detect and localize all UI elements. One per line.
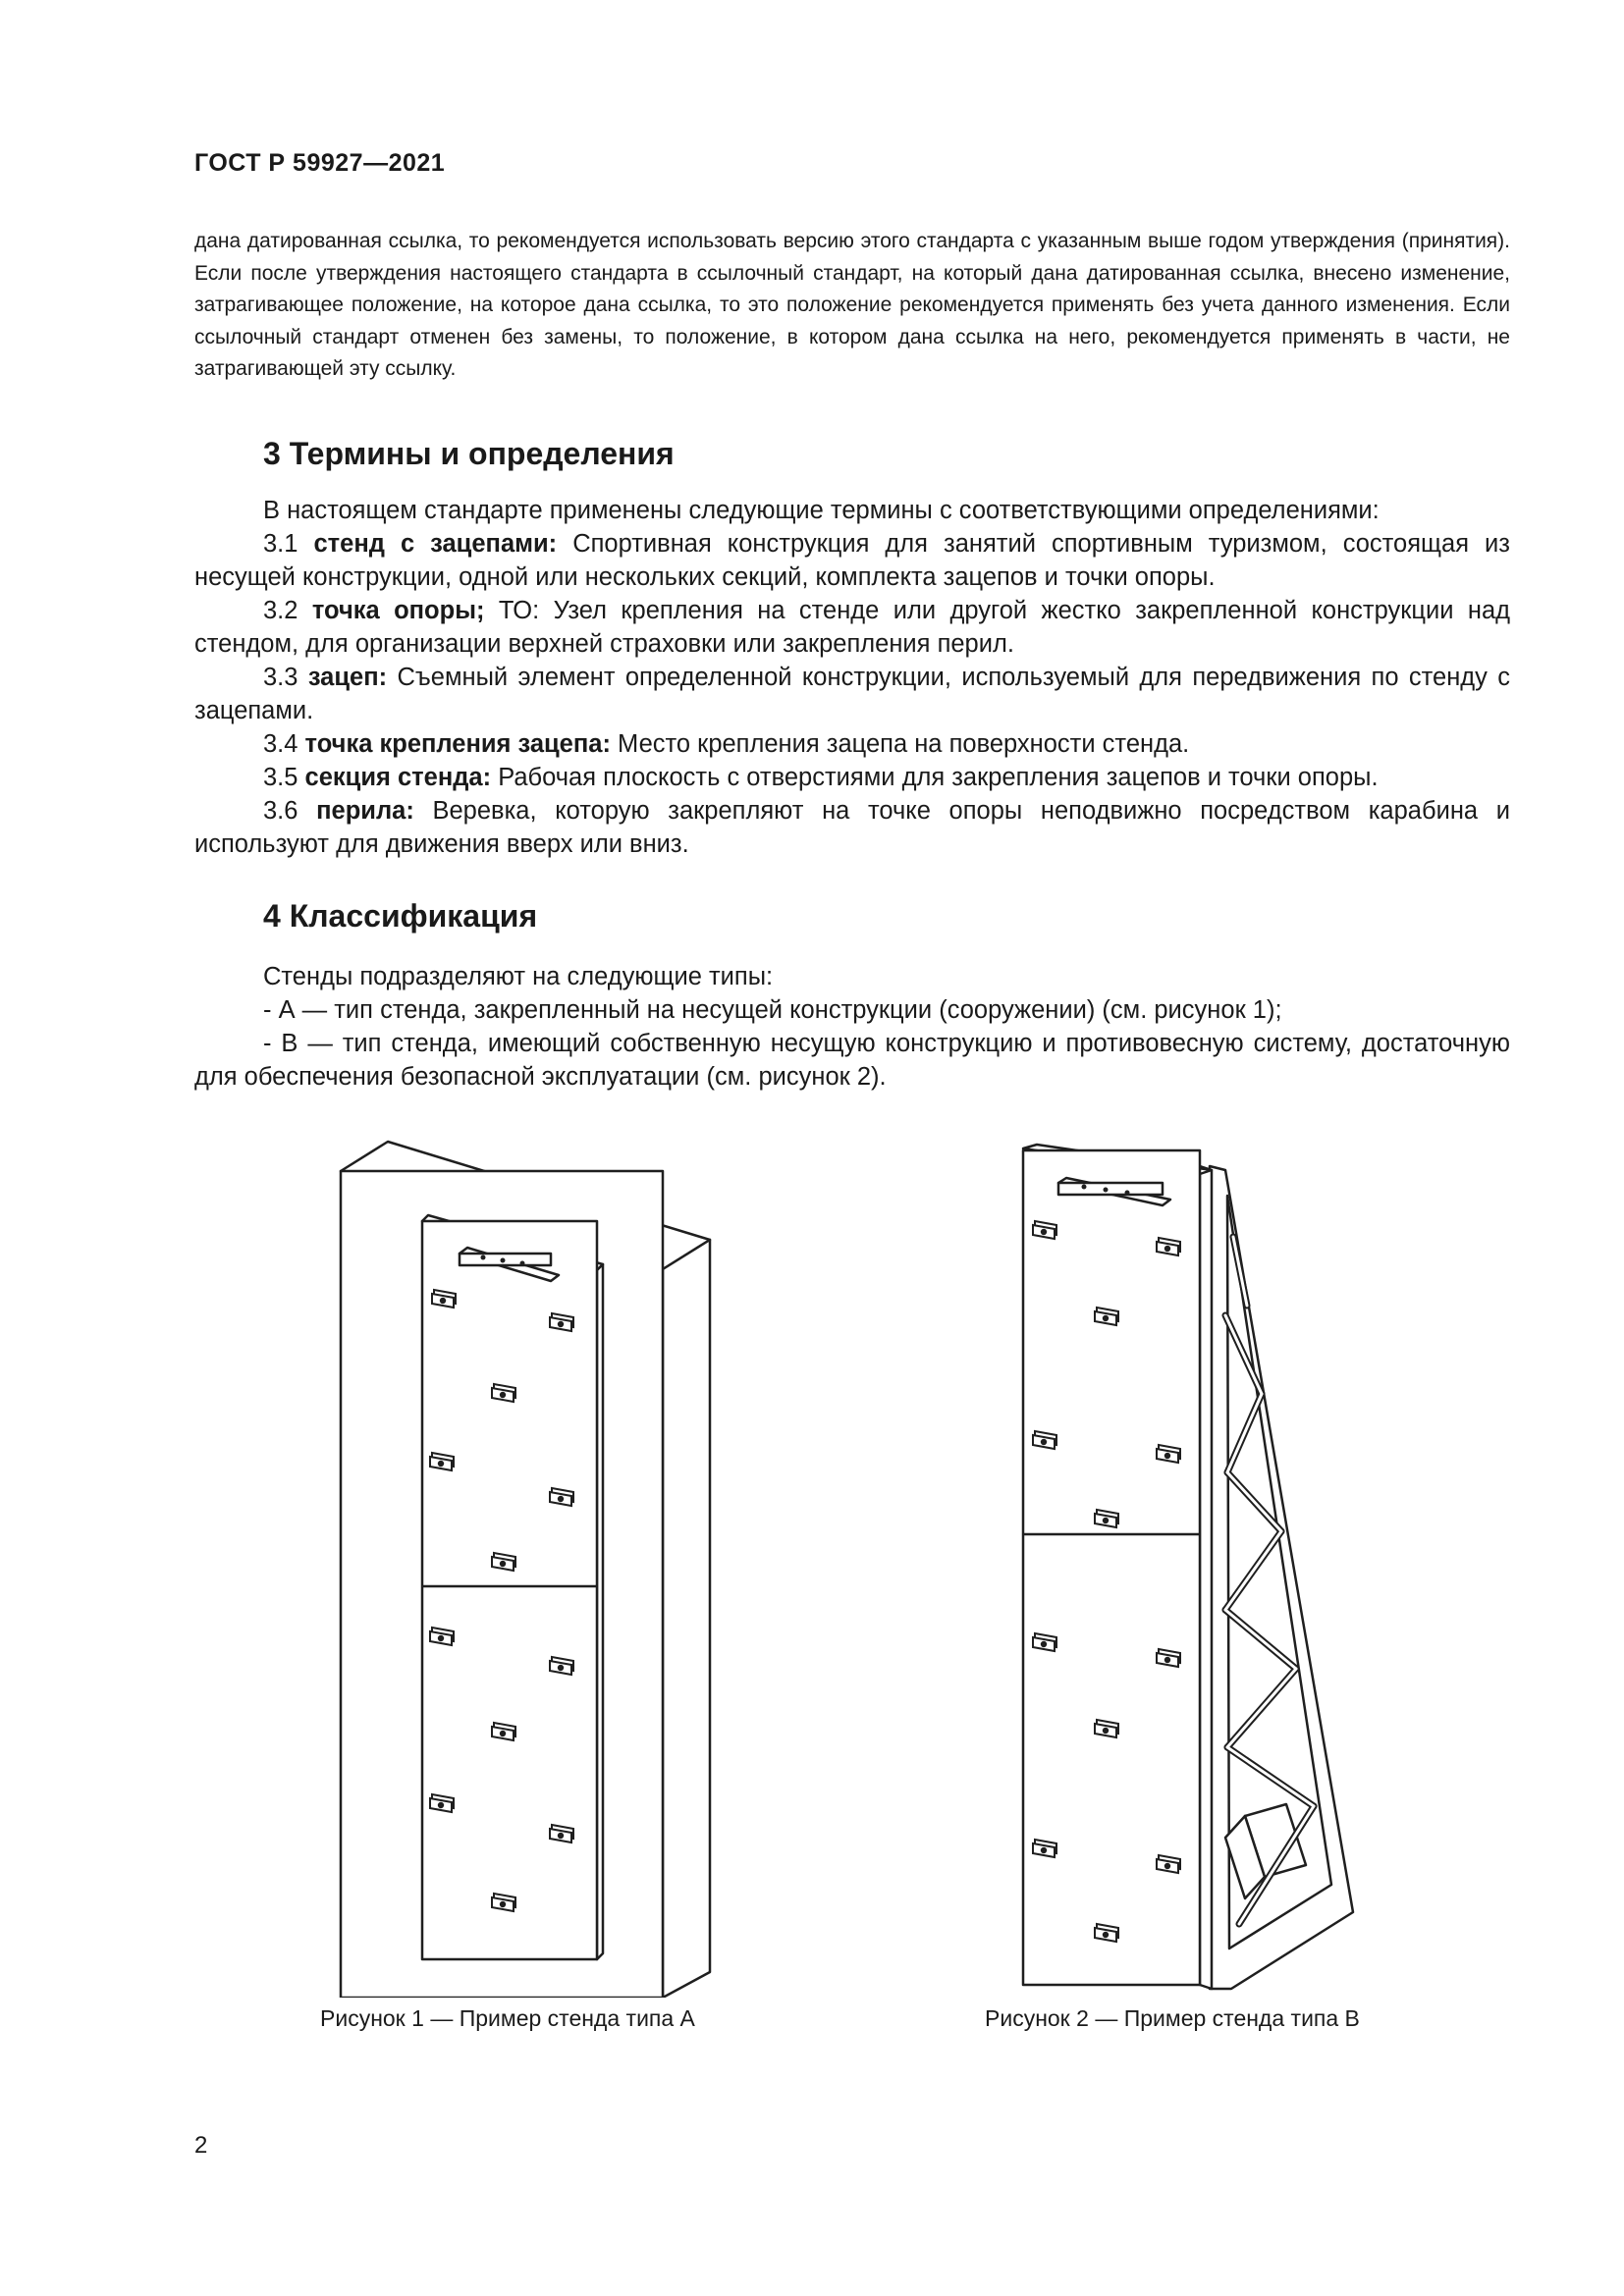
page-number: 2 bbox=[194, 2132, 208, 2159]
term-3-2 bbox=[194, 594, 1510, 661]
term-number: 3.5 bbox=[263, 764, 298, 791]
term-number: 3.3 bbox=[263, 664, 298, 691]
climbing-hold bbox=[1033, 1633, 1056, 1651]
term-3-1 bbox=[194, 527, 1510, 594]
term-number: 3.1 bbox=[263, 530, 298, 558]
term-definition: Спортивная конструкция для занятий спортивным туризмом, состоящая из несущей конструкции, одной или нескольких секций, комплекта зацепов и точки опоры. bbox=[194, 530, 1510, 591]
figure-1-stand-type-a bbox=[324, 1134, 736, 1998]
section-3-body bbox=[194, 494, 1510, 861]
term-name: точка крепления зацепа: bbox=[304, 730, 611, 758]
climbing-hold bbox=[550, 1488, 573, 1506]
term-name: точка опоры; bbox=[311, 597, 485, 624]
term-name: перила: bbox=[316, 797, 414, 825]
climbing-hold bbox=[492, 1723, 515, 1740]
climbing-hold bbox=[1157, 1238, 1180, 1255]
climbing-hold bbox=[432, 1290, 456, 1308]
section-4-lead: Стенды подразделяют на следующие типы: bbox=[263, 963, 774, 990]
figure-2-stand-type-b bbox=[1001, 1119, 1414, 1998]
climbing-hold bbox=[1033, 1221, 1056, 1239]
section-4-heading: 4 Классификация bbox=[263, 898, 538, 934]
section-3-lead: В настоящем стандарте применены следующие термины с соответствующими определениями: bbox=[263, 497, 1380, 524]
figure-1-caption: Рисунок 1 — Пример стенда типа А bbox=[320, 2005, 695, 2031]
term-3-3 bbox=[194, 661, 1510, 727]
climbing-hold bbox=[1157, 1445, 1180, 1463]
climbing-hold bbox=[492, 1553, 515, 1571]
climbing-hold bbox=[1157, 1855, 1180, 1873]
climbing-hold bbox=[550, 1657, 573, 1675]
intro-paragraph: дана датированная ссылка, то рекомендуется использовать версию этого стандарта с указанным выше годом утверждения (принятия). Если после утверждения настоящего стандарта в ссылочный стандарт, на который дана датированная ссылка, внесено изменение, затрагивающее положение, на которое дана ссылка, то это положение рекомендуется применять без учета данного изменения. Если ссылочный стандарт отменен без замены, то положение, в котором дана ссылка на него, рекомендуется применять в части, не затрагивающей эту ссылку. bbox=[194, 230, 1510, 380]
term-definition: ТО: Узел крепления на стенде или другой жестко закрепленной конструкции над стендом, для организации верхней страховки или закрепления перил. bbox=[194, 597, 1511, 658]
term-3-6 bbox=[194, 794, 1510, 861]
climbing-hold bbox=[430, 1794, 454, 1812]
climbing-hold bbox=[492, 1894, 515, 1911]
climbing-hold bbox=[1095, 1720, 1118, 1737]
climbing-hold bbox=[1033, 1840, 1056, 1857]
stand-type-b: - В — тип стенда, имеющий собственную несущую конструкцию и противовесную систему, достаточную для обеспечения безопасной эксплуатации (см. рисунок 2). bbox=[194, 1030, 1510, 1091]
term-definition: Рабочая плоскость с отверстиями для закрепления зацепов и точки опоры. bbox=[498, 764, 1379, 791]
term-number: 3.2 bbox=[263, 597, 298, 624]
figure-2-caption: Рисунок 2 — Пример стенда типа В bbox=[985, 2005, 1360, 2031]
climbing-hold bbox=[1095, 1924, 1118, 1942]
term-number: 3.4 bbox=[263, 730, 298, 758]
climbing-hold bbox=[1033, 1431, 1056, 1449]
climbing-hold bbox=[550, 1313, 573, 1331]
climbing-hold bbox=[550, 1825, 573, 1842]
term-3-5 bbox=[194, 761, 1510, 794]
term-number: 3.6 bbox=[263, 797, 298, 825]
term-name: секция стенда: bbox=[304, 764, 492, 791]
term-name: зацеп: bbox=[307, 664, 388, 691]
section-3-heading: 3 Термины и определения bbox=[263, 436, 675, 471]
term-3-4 bbox=[194, 727, 1510, 761]
term-definition: Место крепления зацепа на поверхности стенда. bbox=[618, 730, 1190, 758]
climbing-hold bbox=[1157, 1649, 1180, 1667]
climbing-hold bbox=[1095, 1510, 1118, 1527]
climbing-hold bbox=[430, 1628, 454, 1645]
climbing-hold bbox=[492, 1384, 515, 1402]
climbing-hold bbox=[1095, 1308, 1118, 1325]
document-code: ГОСТ Р 59927—2021 bbox=[194, 149, 446, 177]
section-4-body bbox=[194, 960, 1510, 1094]
climbing-hold bbox=[430, 1453, 454, 1470]
term-definition: Веревка, которую закрепляют на точке опоры неподвижно посредством карабина и используют для движения вверх или вниз. bbox=[194, 797, 1510, 858]
stand-type-a: - А — тип стенда, закрепленный на несущей конструкции (сооружении) (см. рисунок 1); bbox=[263, 996, 1282, 1024]
term-definition: Съемный элемент определенной конструкции, используемый для передвижения по стенду с зацепами. bbox=[194, 664, 1511, 724]
term-name: стенд с зацепами: bbox=[313, 530, 558, 558]
